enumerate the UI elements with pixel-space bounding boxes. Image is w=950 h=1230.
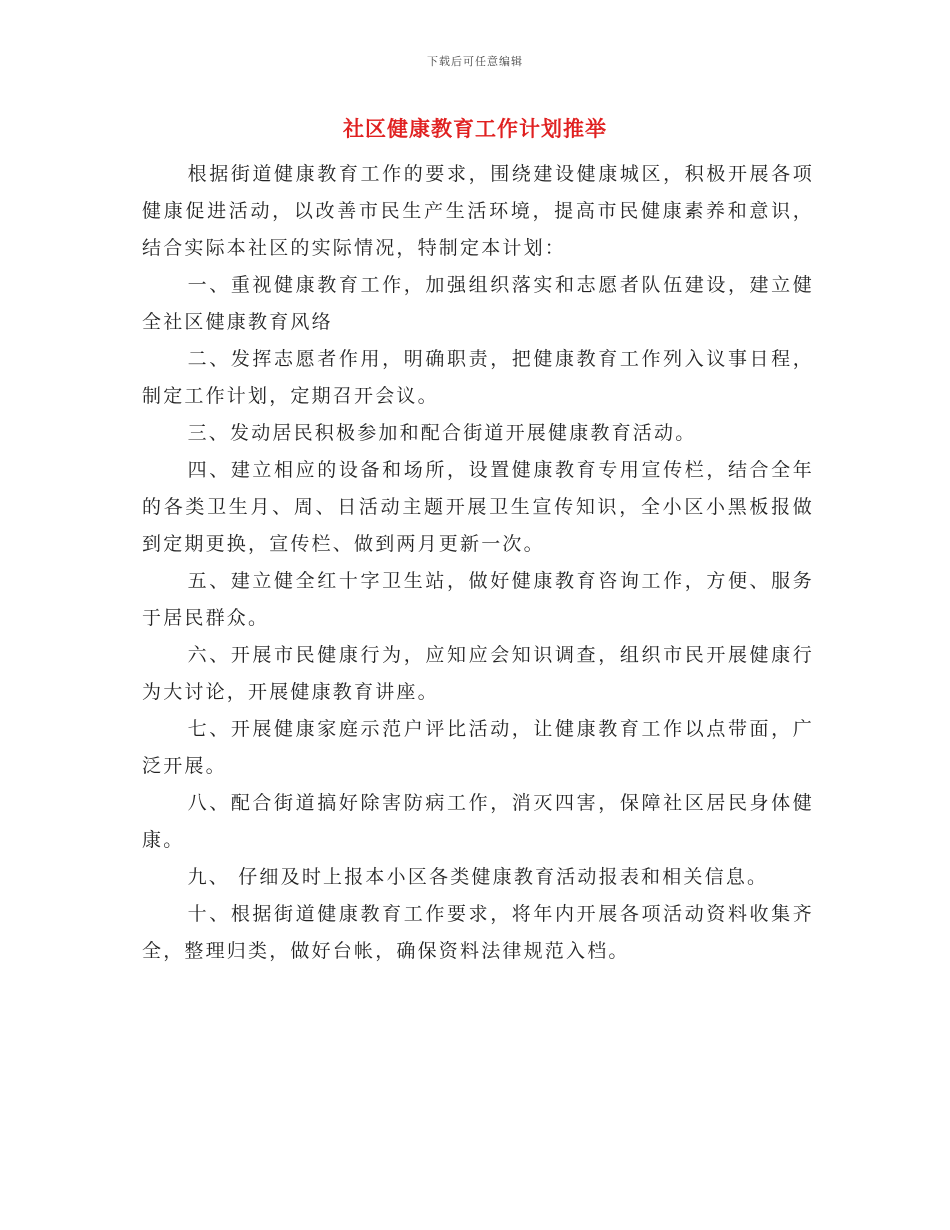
document-body bbox=[142, 156, 814, 970]
intro-paragraph: 根据街道健康教育工作的要求，围绕建设健康城区，积极开展各项健康促进活动，以改善市民生产生活环境，提高市民健康素养和意识，结合实际本社区的实际情况，特制定本计划： bbox=[142, 163, 814, 259]
item-paragraph-6: 六、开展市民健康行为，应知应会知识调查，组织市民开展健康行为大讨论，开展健康教育讲座。 bbox=[142, 644, 814, 703]
document-title: 社区健康教育工作计划推举 bbox=[343, 116, 607, 141]
item-paragraph-9: 九、 仔细及时上报本小区各类健康教育活动报表和相关信息。 bbox=[187, 866, 769, 888]
item-paragraph-1: 一、重视健康教育工作，加强组织落实和志愿者队伍建设，建立健全社区健康教育风络 bbox=[142, 274, 814, 333]
item-paragraph-7: 七、开展健康家庭示范户评比活动，让健康教育工作以点带面，广泛开展。 bbox=[142, 718, 814, 777]
item-paragraph-2: 二、发挥志愿者作用，明确职责，把健康教育工作列入议事日程，制定工作计划，定期召开会议。 bbox=[142, 348, 814, 407]
item-paragraph-4: 四、建立相应的设备和场所，设置健康教育专用宣传栏，结合全年的各类卫生月、周、日活动主题开展卫生宣传知识，全小区小黑板报做到定期更换，宣传栏、做到两月更新一次。 bbox=[142, 459, 814, 555]
item-paragraph-5: 五、建立健全红十字卫生站，做好健康教育咨询工作，方便、服务于居民群众。 bbox=[142, 570, 814, 629]
item-paragraph-8: 八、配合街道搞好除害防病工作，消灭四害，保障社区居民身体健康。 bbox=[142, 792, 814, 851]
item-paragraph-3: 三、发动居民积极参加和配合街道开展健康教育活动。 bbox=[187, 422, 697, 444]
item-paragraph-10: 十、根据街道健康教育工作要求，将年内开展各项活动资料收集齐全，整理归类，做好台帐，确保资料法律规范入档。 bbox=[142, 903, 814, 962]
header-note: 下载后可任意编辑 bbox=[427, 55, 523, 68]
